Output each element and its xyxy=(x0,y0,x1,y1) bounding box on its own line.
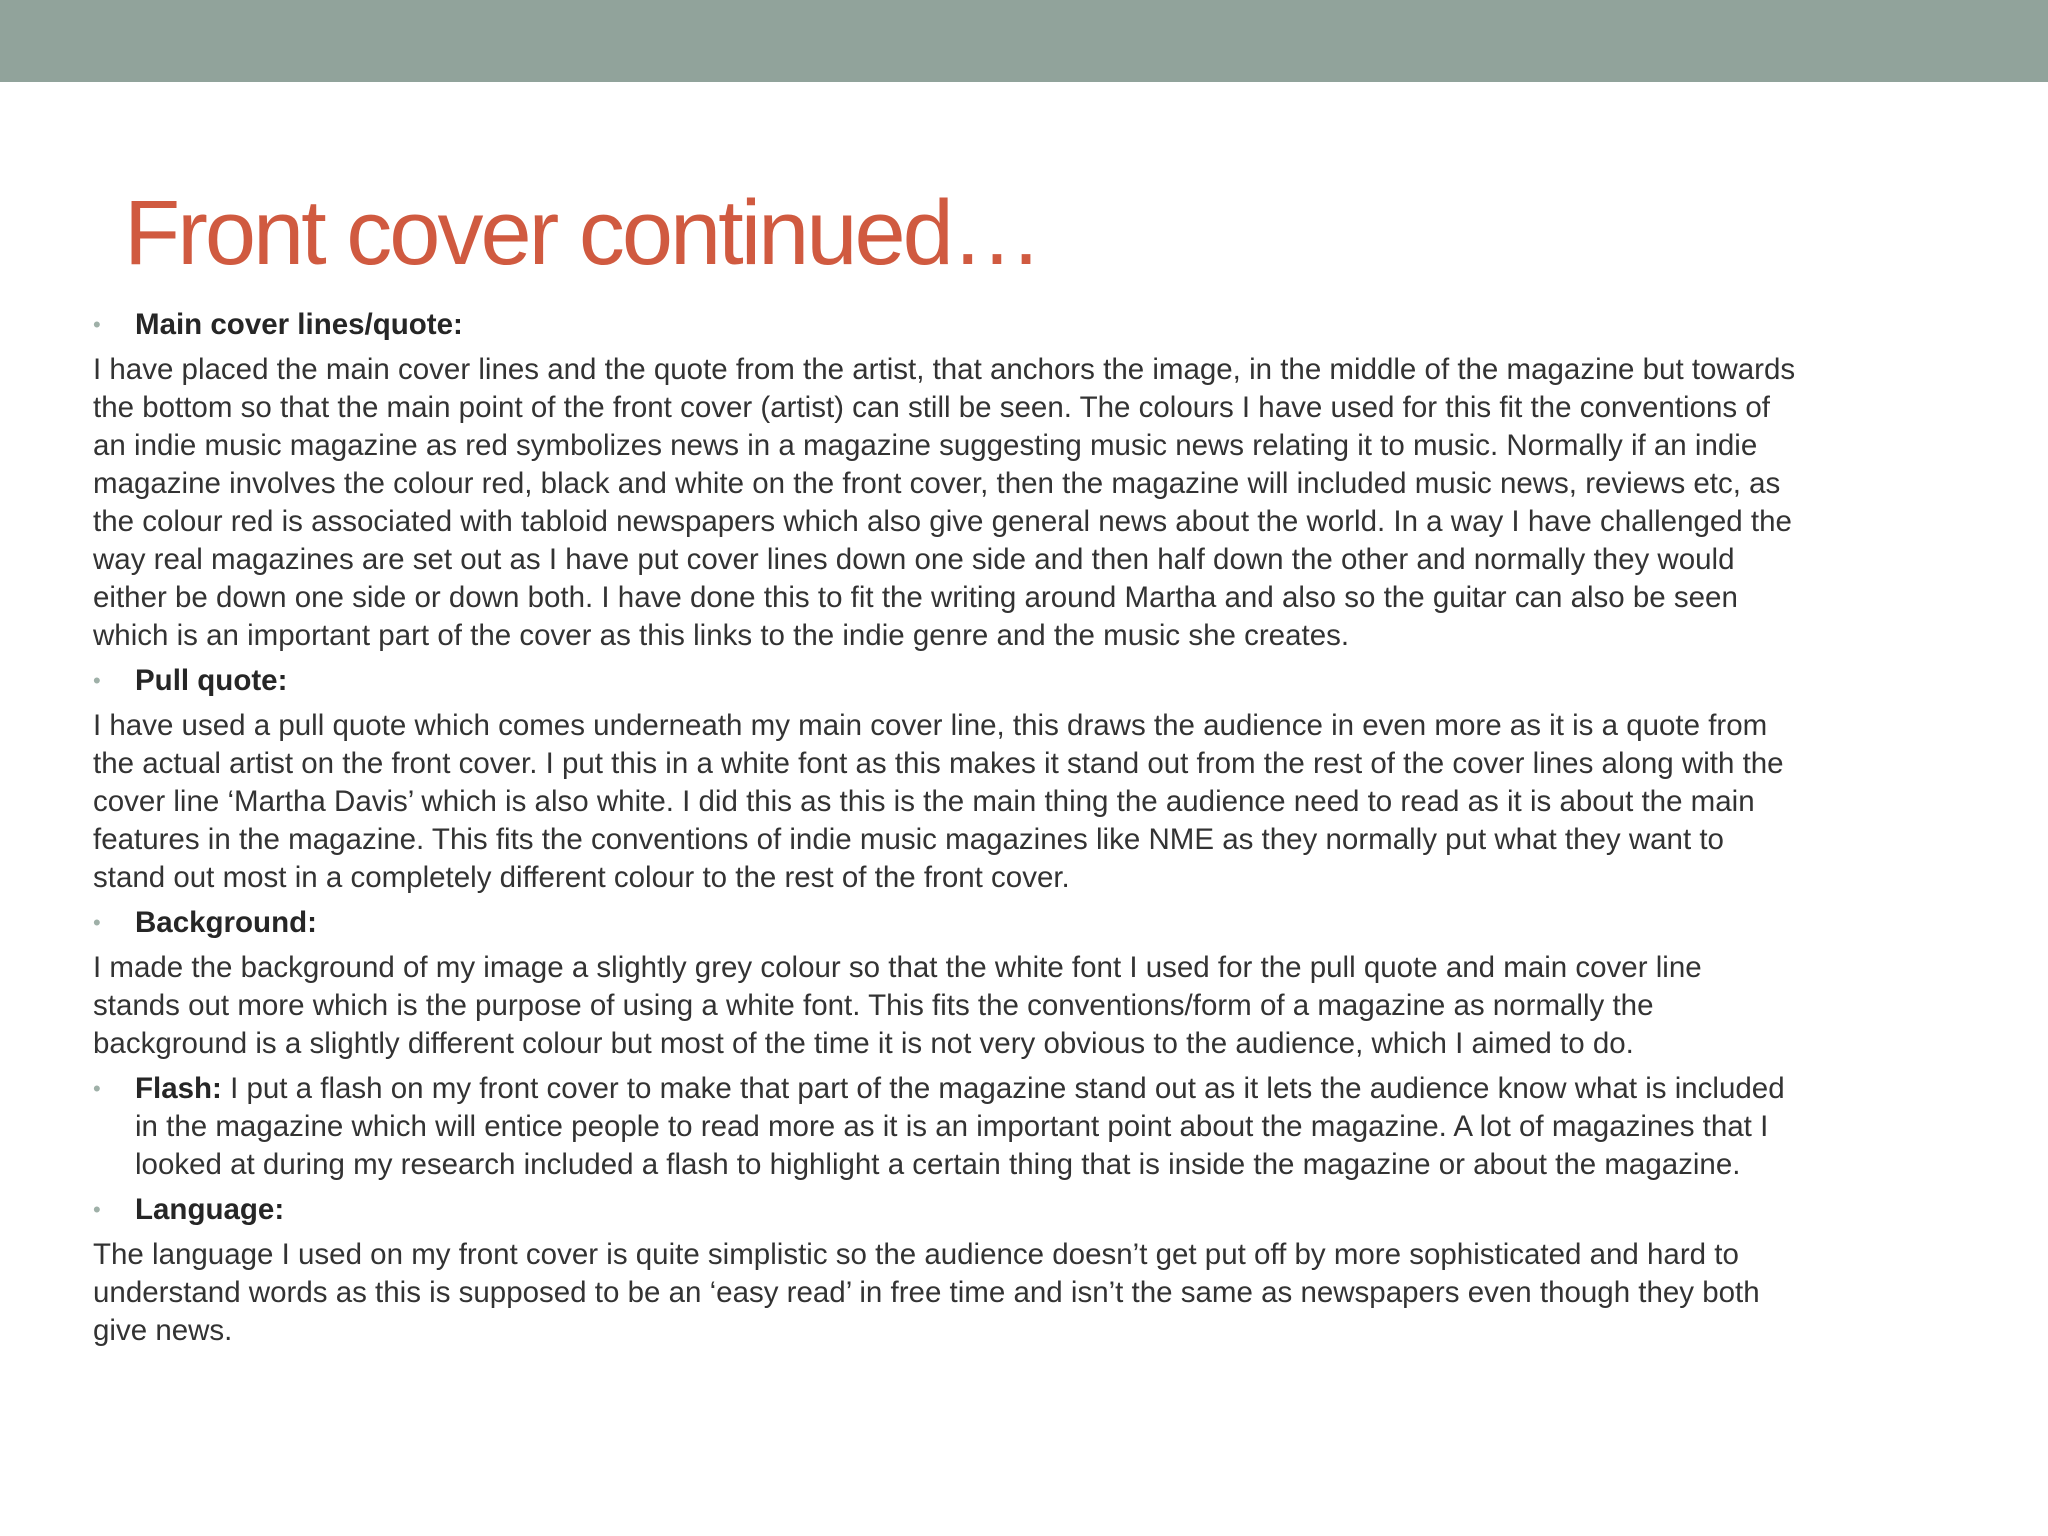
text-line: stand out most in a completely different colour to the rest of the front cover. xyxy=(93,861,1070,894)
text-line: background is a slightly different colour but most of the time it is not very obvious to the audience, which I aimed to do. xyxy=(93,1027,1634,1060)
heading-text: Language: xyxy=(135,1193,285,1226)
text-line: magazine involves the colour red, black and white on the front cover, then the magazine will included music news, reviews etc, as xyxy=(93,467,1781,500)
text-line: way real magazines are set out as I have put cover lines down one side and then half down the other and normally they would xyxy=(93,543,1735,576)
text-line: cover line ‘Martha Davis’ which is also white. I did this as this is the main thing the audience need to read as it is about the main xyxy=(93,785,1755,818)
heading-text: Flash: xyxy=(135,1072,222,1105)
text-line: features in the magazine. This fits the conventions of indie music magazines like NME as they normally put what they want to xyxy=(93,823,1724,856)
paragraph-pull-quote xyxy=(93,707,2013,897)
bullet-icon: • xyxy=(93,668,101,693)
top-banner-bar xyxy=(0,0,2048,82)
text-line: either be down one side or down both. I have done this to fit the writing around Martha and also so the guitar can also be seen xyxy=(93,581,1738,614)
text-line: the bottom so that the main point of the front cover (artist) can still be seen. The colours I have used for this fit the conventions of xyxy=(93,391,1770,424)
heading-text: Background: xyxy=(135,906,317,939)
text-line: the actual artist on the front cover. I put this in a white font as this makes it stand out from the rest of the cover lines along with the xyxy=(93,747,1784,780)
text-line: an indie music magazine as red symbolizes news in a magazine suggesting music news relating it to music. Normally if an indie xyxy=(93,429,1758,462)
section-flash xyxy=(93,1070,2013,1184)
slide-content xyxy=(93,306,2013,1357)
section-heading-language xyxy=(93,1191,2013,1229)
slide-title: Front cover continued… xyxy=(124,182,1040,284)
section-heading-background xyxy=(93,904,2013,942)
paragraph-background xyxy=(93,949,2013,1063)
text-line: stands out more which is the purpose of using a white font. This fits the conventions/form of a magazine as normally the xyxy=(93,989,1654,1022)
text-line: I made the background of my image a slightly grey colour so that the white font I used for the pull quote and main cover line xyxy=(93,951,1702,984)
text-line: which is an important part of the cover as this links to the indie genre and the music she creates. xyxy=(93,619,1350,652)
text-line xyxy=(135,1070,2013,1108)
section-heading-main-cover xyxy=(93,306,2013,344)
bullet-icon: • xyxy=(93,312,101,337)
heading-text: Main cover lines/quote: xyxy=(135,308,463,341)
text-line: The language I used on my front cover is quite simplistic so the audience doesn’t get put off by more sophisticated and hard to xyxy=(93,1238,1739,1271)
paragraph-main-cover xyxy=(93,351,2013,655)
text-line: in the magazine which will entice people to read more as it is an important point about the magazine. A lot of magazines that I xyxy=(135,1110,1769,1143)
text-line: give news. xyxy=(93,1314,233,1347)
text-line: looked at during my research included a flash to highlight a certain thing that is inside the magazine or about the magazine. xyxy=(135,1148,1741,1181)
bullet-icon: • xyxy=(93,1197,101,1222)
flash-first-line: I put a flash on my front cover to make that part of the magazine stand out as it lets the audience know what is included xyxy=(221,1072,1785,1105)
heading-text: Pull quote: xyxy=(135,664,288,697)
text-line: I have used a pull quote which comes underneath my main cover line, this draws the audience in even more as it is a quote from xyxy=(93,709,1768,742)
paragraph-language xyxy=(93,1236,2013,1350)
section-heading-pull-quote xyxy=(93,662,2013,700)
text-line: the colour red is associated with tabloid newspapers which also give general news about the world. In a way I have challenged the xyxy=(93,505,1792,538)
bullet-icon: • xyxy=(93,910,101,935)
text-line: understand words as this is supposed to be an ‘easy read’ in free time and isn’t the same as newspapers even though they both xyxy=(93,1276,1760,1309)
text-line: I have placed the main cover lines and the quote from the artist, that anchors the image, in the middle of the magazine but towards xyxy=(93,353,1796,386)
bullet-icon: • xyxy=(93,1076,101,1101)
